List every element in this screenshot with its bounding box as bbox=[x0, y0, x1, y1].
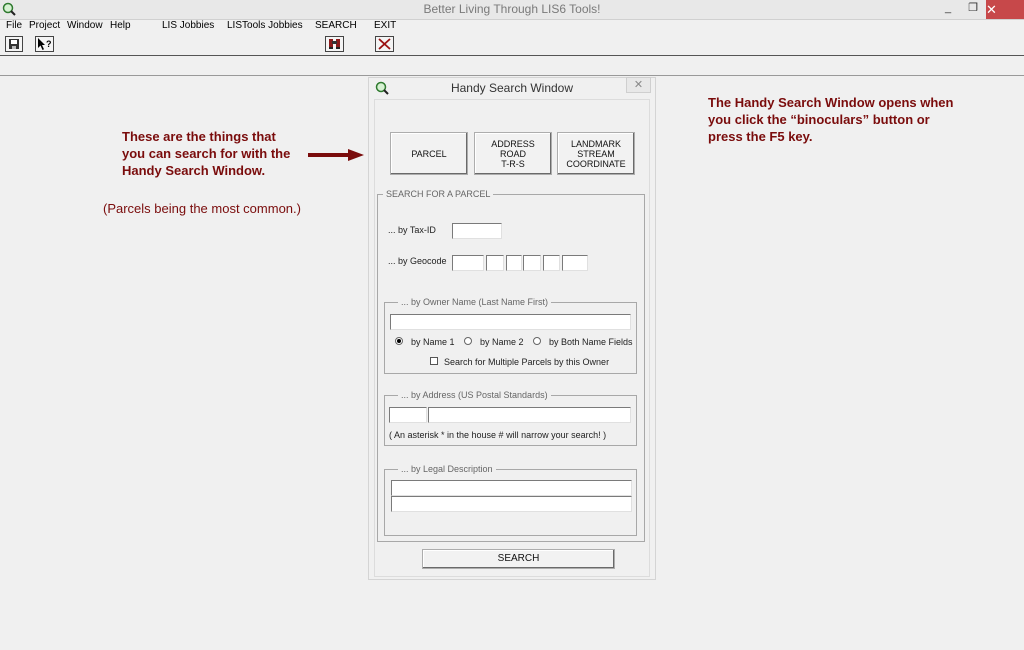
parcel-button[interactable] bbox=[390, 132, 468, 175]
street-input[interactable] bbox=[428, 407, 631, 423]
owner-group-label: ... by Owner Name (Last Name First) bbox=[398, 297, 551, 307]
dialog-title: Handy Search Window bbox=[450, 81, 574, 95]
save-icon bbox=[6, 37, 22, 51]
address-button-label: ADDRESS bbox=[491, 138, 535, 149]
geocode-input-4[interactable] bbox=[523, 255, 541, 271]
radio-name-2[interactable] bbox=[464, 337, 472, 345]
right-annotation-line: press the F5 key. bbox=[708, 129, 813, 144]
dialog-close-button[interactable]: ✕ bbox=[626, 77, 651, 93]
legal-group-label: ... by Legal Description bbox=[398, 464, 496, 474]
right-annotation-line: The Handy Search Window opens when bbox=[708, 95, 954, 110]
multiple-parcels-checkbox[interactable] bbox=[430, 357, 438, 365]
address-button-label: T-R-S bbox=[501, 158, 525, 169]
landmark-button-label: LANDMARK bbox=[570, 138, 621, 149]
window-title: Better Living Through LIS6 Tools! bbox=[423, 2, 601, 16]
radio-both-names[interactable] bbox=[533, 337, 541, 345]
radio-name-2-label: by Name 2 bbox=[480, 337, 524, 347]
menu-window[interactable]: Window bbox=[67, 20, 103, 31]
geocode-input-2[interactable] bbox=[486, 255, 504, 271]
context-help-button[interactable] bbox=[35, 36, 54, 52]
menu-help[interactable]: Help bbox=[110, 20, 131, 31]
geocode-input-6[interactable] bbox=[562, 255, 588, 271]
legal-line-2-input[interactable] bbox=[391, 496, 632, 512]
title-bar bbox=[0, 0, 1024, 20]
geocode-label: ... by Geocode bbox=[388, 256, 447, 266]
left-annotation-line: Handy Search Window. bbox=[122, 163, 266, 178]
left-annotation-note: (Parcels being the most common.) bbox=[103, 201, 301, 216]
radio-both-names-label: by Both Name Fields bbox=[549, 337, 633, 347]
menu-listools-jobbies[interactable]: LISTools Jobbies bbox=[227, 20, 303, 31]
geocode-input-1[interactable] bbox=[452, 255, 484, 271]
close-x-icon bbox=[376, 37, 393, 51]
left-annotation-line: These are the things that bbox=[122, 129, 276, 144]
menu-search[interactable]: SEARCH bbox=[315, 20, 357, 31]
taxid-label: ... by Tax-ID bbox=[388, 225, 436, 235]
dialog-search-button[interactable] bbox=[422, 549, 615, 569]
dialog-search-button-label: SEARCH bbox=[497, 553, 540, 564]
landmark-button[interactable] bbox=[557, 132, 635, 175]
menu-exit[interactable]: EXIT bbox=[374, 20, 397, 31]
parcel-button-label: PARCEL bbox=[411, 148, 447, 159]
landmark-button-label: STREAM bbox=[577, 148, 615, 159]
geocode-input-5[interactable] bbox=[543, 255, 560, 271]
close-button[interactable]: ✕ bbox=[986, 0, 1024, 19]
address-hint: ( An asterisk * in the house # will narrow your search! ) bbox=[389, 430, 607, 440]
left-annotation-line: you can search for with the bbox=[122, 146, 291, 161]
landmark-button-label: COORDINATE bbox=[566, 158, 626, 169]
exit-button[interactable] bbox=[375, 36, 394, 52]
binoculars-search-button[interactable] bbox=[325, 36, 344, 52]
address-group-label: ... by Address (US Postal Standards) bbox=[398, 390, 551, 400]
multiple-parcels-label: Search for Multiple Parcels by this Owner bbox=[444, 357, 610, 367]
arrow-right-icon bbox=[306, 148, 366, 162]
right-annotation-line: you click the “binoculars” button or bbox=[708, 112, 930, 127]
taxid-input[interactable] bbox=[452, 223, 502, 239]
radio-name-1-label: by Name 1 bbox=[411, 337, 455, 347]
workspace-divider bbox=[0, 75, 1024, 76]
address-button[interactable] bbox=[474, 132, 552, 175]
right-annotation bbox=[708, 94, 953, 145]
minimize-button[interactable]: _ bbox=[944, 2, 952, 14]
save-button[interactable] bbox=[5, 36, 23, 52]
menu-lis-jobbies[interactable]: LIS Jobbies bbox=[162, 20, 215, 31]
binoculars-icon bbox=[326, 37, 343, 51]
address-button-label: ROAD bbox=[499, 148, 526, 159]
menu-project[interactable]: Project bbox=[29, 20, 61, 31]
pointer-help-icon bbox=[36, 37, 53, 51]
parcel-group-label: SEARCH FOR A PARCEL bbox=[383, 189, 493, 199]
svg-text:?: ? bbox=[46, 39, 52, 49]
house-number-input[interactable] bbox=[389, 407, 427, 423]
menu-file[interactable]: File bbox=[6, 20, 23, 31]
legal-line-1-input[interactable] bbox=[391, 480, 632, 496]
geocode-input-3[interactable] bbox=[506, 255, 522, 271]
toolbar-divider bbox=[0, 55, 1024, 56]
owner-name-input[interactable] bbox=[390, 314, 631, 330]
restore-button[interactable]: ❐ bbox=[968, 2, 978, 14]
left-annotation bbox=[122, 128, 290, 179]
radio-name-1[interactable] bbox=[395, 337, 403, 345]
